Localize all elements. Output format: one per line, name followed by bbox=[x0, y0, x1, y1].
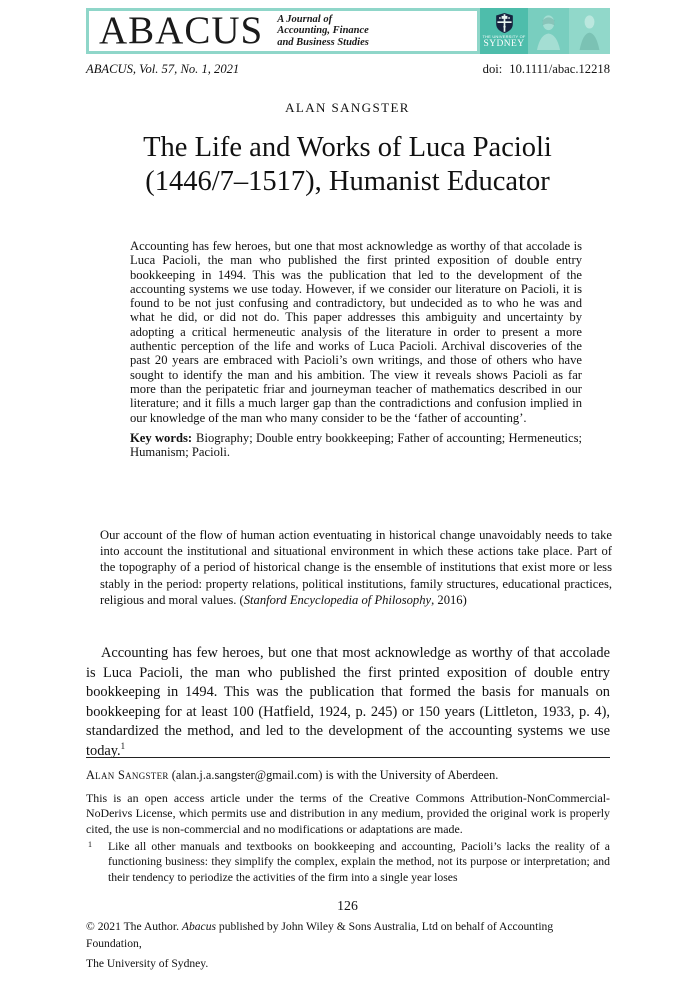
portrait-panel-2 bbox=[569, 8, 610, 54]
footnote-1-number: 1 bbox=[88, 840, 92, 849]
pacioli-portrait-icon bbox=[532, 11, 565, 51]
journal-logo-text: ABACUS bbox=[99, 9, 264, 52]
footnote-1-text: Like all other manuals and textbooks on bookkeeping and accounting, Pacioli’s lacks the reality of a functioning business: they simplify the complex, explain the method, not its purpose or interpretation; and their tendency to periodize the activities of the firm into a single year loses bbox=[108, 840, 610, 884]
footnote-divider bbox=[86, 757, 610, 758]
affiliation-author-name: Alan Sangster bbox=[86, 768, 169, 782]
copyright-line-2: The University of Sydney. bbox=[86, 957, 209, 970]
keywords-line bbox=[130, 431, 582, 460]
copyright-notice bbox=[86, 918, 610, 972]
keywords-label: Key words: bbox=[130, 430, 193, 445]
body-text: Accounting has few heroes, but one that most acknowledge as worthy of that accolade is Luca Pacioli, the man who published the first printed exposition of double entry bookkeeping in 1494. This was the publication that formed the basis for manuals on bookkeeping for at least 100 (Hatfield, 1924, p. 245) or 150 years (Littleton, 1933, p. 4), standardized the method, and led to the development of the accounting systems we use today. bbox=[86, 645, 610, 759]
doi-label bbox=[483, 62, 610, 77]
volume-issue-label: ABACUS, Vol. 57, No. 1, 2021 bbox=[86, 62, 240, 76]
tagline-line-2: Accounting, Finance bbox=[277, 25, 369, 37]
doi-value: 10.1111/abac.12218 bbox=[509, 62, 610, 76]
keywords-text: Biography; Double entry bookkeeping; Father of accounting; Hermeneutics; Humanism; Pacioli. bbox=[130, 430, 582, 460]
tagline-line-3: and Business Studies bbox=[277, 36, 369, 48]
journal-logo-box bbox=[86, 8, 480, 54]
abstract-text: Accounting has few heroes, but one that most acknowledge as worthy of that accolade is Luca Pacioli, the man who published the first printed exposition of double entry bookkeeping in 1494. This was the publication that led to the development of the accounting systems we use today. However, if we consider our literature on Pacioli, it is found to be not just confusing and contradictory, but undecided as to who he was and what he did, or did not do. This paper addresses this ambiguity and uncertainty by adopting a critical hermeneutic analysis of the literature in order to present a more authentic perception of the life and works of Luca Pacioli. Archival discoveries of the past 20 years are embraced with Pacioli’s own writings, and those of others who have sought to identify the man and his ambition. The view it reveals shows Pacioli as far more than the peripatetic friar and journeyman teacher of mathematics described in our literature; and it fills a much larger gap than the contradictions and confusion implied in our knowledge of the man who many consider to be the ‘father of accounting’. bbox=[130, 239, 582, 425]
tagline-line-1: A Journal of bbox=[277, 13, 333, 25]
copyright-journal-name: Abacus bbox=[181, 920, 217, 933]
quote-suffix: , 2016) bbox=[431, 592, 467, 607]
author-name: ALAN SANGSTER bbox=[285, 100, 410, 115]
university-logo-block bbox=[480, 8, 610, 54]
affiliation-note bbox=[86, 768, 610, 783]
page-number: 126 bbox=[337, 898, 358, 913]
university-of-sydney-logo bbox=[480, 8, 528, 54]
epigraph-quote bbox=[100, 527, 612, 608]
portrait-panel-1 bbox=[528, 8, 569, 54]
copyright-line-1 bbox=[86, 918, 610, 952]
footnote-reference-1: 1 bbox=[120, 741, 126, 752]
copyright-pre: © 2021 The Author. bbox=[86, 920, 182, 933]
university-name-label: SYDNEY bbox=[483, 39, 525, 49]
sydney-shield-icon bbox=[496, 13, 513, 33]
quote-source: Stanford Encyclopedia of Philosophy bbox=[243, 592, 432, 607]
quote-text: Our account of the flow of human action eventuating in historical change unavoidably needs to take into account the institutional and situational environment in which these actions take place. Part of the topography of a period of historical change is the ensemble of institutions that exist more or less stably in the period: property relations, political institutions, family structures, educational practices, religious and moral values. ( bbox=[100, 528, 612, 607]
article-title-line-1: The Life and Works of Luca Pacioli bbox=[143, 132, 552, 163]
header-meta-line bbox=[86, 62, 610, 77]
doi-prefix: doi: bbox=[482, 62, 503, 76]
open-access-license-note: This is an open access article under the terms of the Creative Commons Attribution-NonCommercial-NoDerivs License, which permits use and distribution in any medium, provided the original work is properly cited, the use is non-commercial and no modifications or adaptations are made. bbox=[86, 791, 610, 836]
footnote-1 bbox=[86, 839, 610, 885]
article-title-line-2: (1446/7–1517), Humanist Educator bbox=[145, 165, 550, 197]
journal-tagline bbox=[277, 14, 369, 49]
abstract-block bbox=[130, 239, 582, 459]
affiliation-text: (alan.j.a.sangster@gmail.com) is with the University of Aberdeen. bbox=[168, 768, 499, 782]
scholar-portrait-icon bbox=[573, 11, 606, 51]
article-title bbox=[0, 131, 695, 198]
copyright-post: published by John Wiley & Sons Australia, Ltd on behalf of Accounting Foundation, bbox=[86, 920, 554, 950]
university-pre-label: THE UNIVERSITY OF bbox=[482, 34, 526, 39]
body-paragraph bbox=[86, 644, 610, 762]
journal-banner bbox=[86, 8, 610, 54]
